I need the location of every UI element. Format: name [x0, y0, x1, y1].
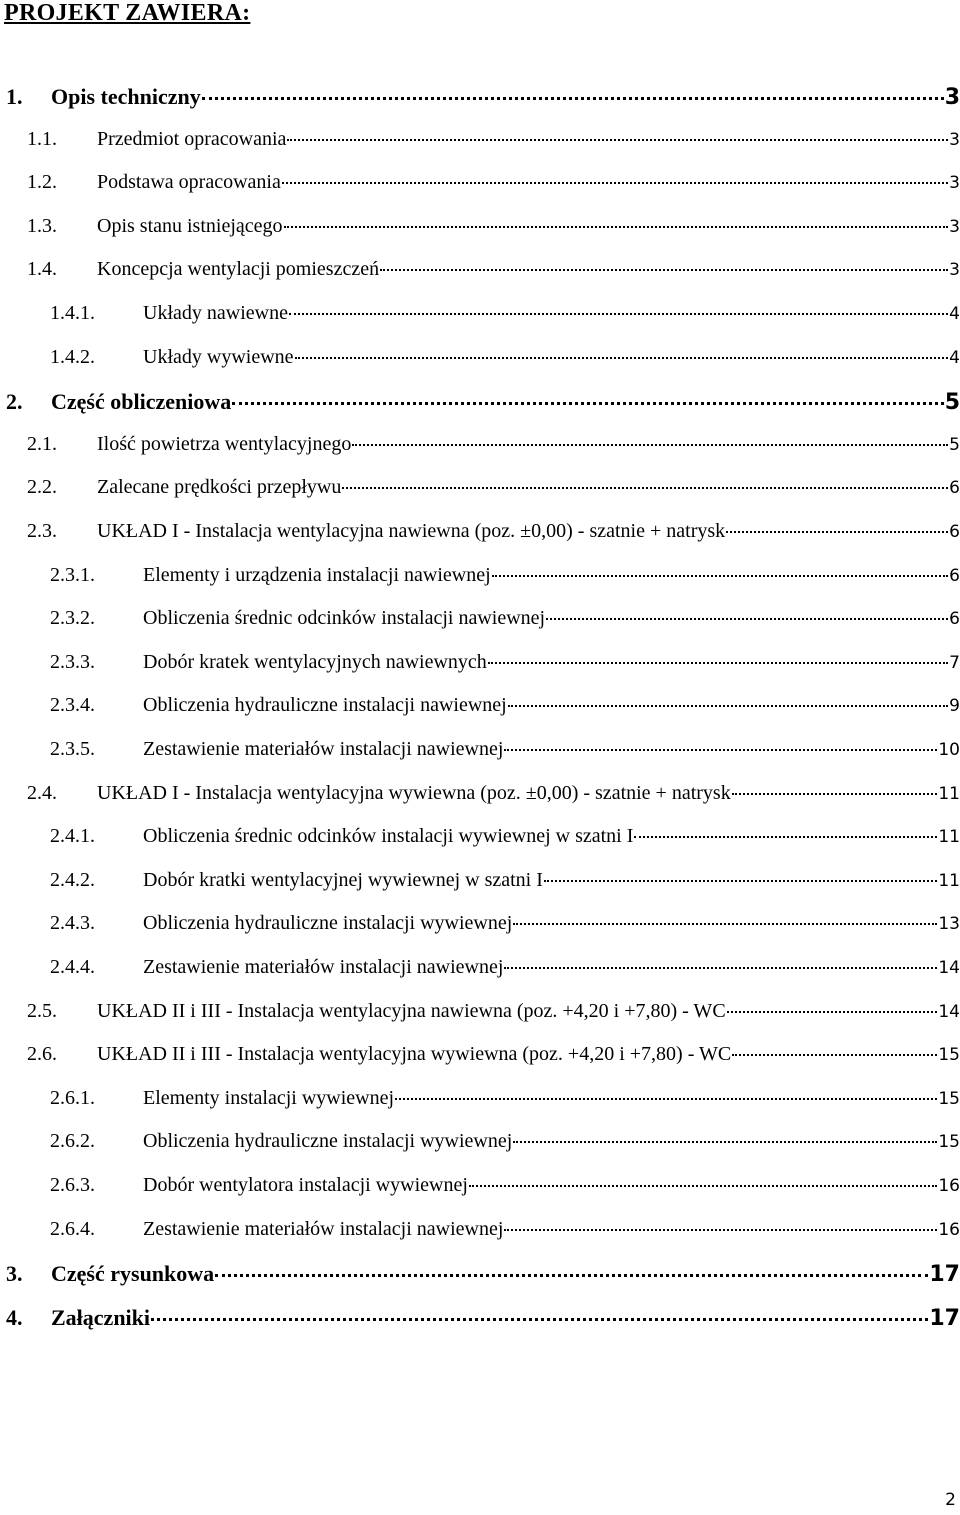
toc-dot-leader [513, 923, 937, 925]
toc-entry[interactable] [50, 1174, 960, 1204]
toc-entry-number: 4. [6, 1304, 23, 1330]
toc-entry-page: 6 [949, 609, 960, 630]
toc-entry-page: 5 [944, 390, 960, 416]
toc-entry[interactable] [27, 520, 960, 550]
toc-entry[interactable] [6, 389, 960, 419]
toc-entry-number: 1.2. [27, 171, 57, 194]
toc-entry-page: 15 [938, 1088, 960, 1109]
toc-dot-leader [488, 662, 948, 664]
toc-entry-title: Koncepcja wentylacji pomieszczeń [97, 258, 380, 281]
toc-entry-page: 14 [938, 1001, 960, 1022]
toc-entry[interactable] [50, 738, 960, 768]
toc-entry-number: 2.4. [27, 781, 57, 804]
toc-entry-title: Elementy instalacji wywiewnej [143, 1086, 395, 1109]
toc-entry[interactable] [27, 128, 960, 158]
toc-dot-leader [732, 793, 938, 795]
toc-entry-number: 2.6. [27, 1043, 57, 1066]
toc-entry[interactable] [50, 1130, 960, 1160]
toc-entry[interactable] [50, 869, 960, 899]
toc-entry-page: 13 [938, 914, 960, 935]
toc-entry[interactable] [27, 1043, 960, 1073]
toc-entry[interactable] [6, 1261, 960, 1291]
toc-entry-page: 15 [938, 1132, 960, 1153]
toc-entry-page: 11 [938, 870, 960, 891]
toc-entry-title: Zestawienie materiałów instalacji nawiewnej [143, 956, 504, 978]
toc-entry[interactable] [27, 433, 960, 463]
toc-dot-leader [504, 967, 937, 969]
toc-entry-title: Elementy i urządzenia instalacji nawiewnej [143, 563, 491, 586]
toc-dot-leader [634, 836, 937, 838]
toc-entry-title: Część rysunkowa [51, 1261, 215, 1287]
toc-entry[interactable] [50, 694, 960, 724]
toc-entry-page: 3 [944, 85, 960, 110]
toc-entry-title: Przedmiot opracowania [97, 127, 287, 150]
toc-entry[interactable] [27, 215, 960, 245]
toc-entry-number: 1.3. [27, 214, 57, 237]
toc-entry-number: 2.4.2. [50, 868, 95, 891]
toc-entry-number: 1.1. [27, 127, 57, 150]
toc-dot-leader [282, 182, 948, 184]
toc-dot-leader [544, 880, 937, 882]
toc-entry-number: 2.3. [27, 520, 57, 542]
toc-entry[interactable] [27, 258, 960, 288]
toc-entry-title: UKŁAD I - Instalacja wentylacyjna wywiewna (poz. ±0,00) - szatnie + natrysk [97, 781, 731, 804]
toc-dot-leader [342, 487, 948, 489]
toc-entry-title: Zestawienie materiałów instalacji nawiewnej [143, 738, 504, 760]
toc-entry[interactable] [27, 782, 960, 812]
toc-entry[interactable] [6, 1305, 960, 1335]
toc-entry-page: 17 [929, 1305, 960, 1331]
toc-entry-number: 2.5. [27, 999, 57, 1022]
toc-entry[interactable] [50, 651, 960, 681]
toc-entry-page: 3 [949, 216, 960, 237]
toc-entry-title: Opis techniczny [51, 84, 201, 109]
toc-entry-number: 2.6.3. [50, 1174, 95, 1196]
toc-entry-title: Opis stanu istniejącego [97, 214, 283, 237]
toc-dot-leader [732, 1054, 937, 1056]
toc-entry-number: 1.4.1. [50, 302, 95, 324]
toc-dot-leader [492, 575, 949, 577]
toc-dot-leader [232, 402, 943, 405]
toc-entry-page: 9 [949, 696, 960, 717]
toc-entry[interactable] [50, 607, 960, 637]
toc-entry-number: 2.3.3. [50, 650, 95, 673]
toc-entry-number: 2.6.4. [50, 1217, 95, 1240]
toc-entry-number: 1. [6, 84, 23, 109]
toc-dot-leader [513, 1141, 937, 1143]
toc-entry-page: 11 [938, 783, 960, 804]
toc-dot-leader [151, 1318, 928, 1321]
toc-entry-number: 2.1. [27, 432, 57, 455]
toc-entry-page: 10 [938, 740, 960, 760]
toc-entry[interactable] [50, 302, 960, 332]
toc-entry-number: 1.4.2. [50, 345, 95, 368]
toc-entry[interactable] [50, 912, 960, 942]
toc-entry-number: 2.3.4. [50, 694, 95, 717]
toc-dot-leader [380, 269, 948, 271]
toc-entry-title: UKŁAD II i III - Instalacja wentylacyjna wywiewna (poz. +4,20 i +7,80) - WC [97, 1043, 732, 1066]
toc-entry-title: Obliczenia średnic odcinków instalacji nawiewnej [143, 607, 546, 630]
toc-entry-title: Zestawienie materiałów instalacji nawiewnej [143, 1217, 504, 1240]
toc-dot-leader [289, 313, 948, 315]
toc-entry-title: Załączniki [51, 1304, 151, 1330]
toc-entry[interactable] [50, 1218, 960, 1248]
page-heading: PROJEKT ZAWIERA: [4, 0, 251, 26]
toc-entry[interactable] [50, 825, 960, 855]
toc-entry-page: 6 [949, 565, 960, 586]
toc-entry-number: 2.4.1. [50, 825, 95, 848]
toc-entry-number: 2.2. [27, 476, 57, 499]
toc-entry-number: 2.6.1. [50, 1086, 95, 1109]
toc-dot-leader [352, 444, 948, 446]
toc-entry-page: 11 [938, 827, 960, 848]
toc-entry-page: 4 [949, 347, 960, 368]
toc-entry-number: 2. [6, 389, 23, 415]
toc-entry-title: Układy wywiewne [143, 345, 294, 368]
toc-entry[interactable] [50, 564, 960, 594]
toc-entry-title: Dobór kratek wentylacyjnych nawiewnych [143, 650, 487, 673]
toc-entry-number: 2.3.1. [50, 563, 95, 586]
toc-entry[interactable] [27, 1000, 960, 1030]
toc-entry-page: 6 [949, 478, 960, 499]
toc-entry-page: 14 [938, 958, 960, 978]
toc-entry-number: 2.3.2. [50, 607, 95, 630]
toc-dot-leader [284, 226, 949, 228]
toc-entry[interactable] [50, 346, 960, 376]
toc-entry-title: UKŁAD II i III - Instalacja wentylacyjna nawiewna (poz. +4,20 i +7,80) - WC [97, 999, 726, 1022]
toc-dot-leader [508, 705, 948, 707]
toc-entry-page: 6 [949, 522, 960, 542]
toc-entry-page: 3 [949, 173, 960, 194]
toc-entry-title: Obliczenia hydrauliczne instalacji nawiewnej [143, 694, 507, 717]
toc-entry[interactable] [50, 1087, 960, 1117]
toc-entry-title: Obliczenia średnic odcinków instalacji wywiewnej w szatni I [143, 825, 634, 848]
toc-dot-leader [504, 749, 937, 751]
toc-entry-page: 16 [938, 1176, 960, 1196]
toc-dot-leader [215, 1274, 928, 1277]
toc-entry-page: 16 [938, 1219, 960, 1240]
toc-dot-leader [295, 357, 949, 359]
toc-dot-leader [546, 618, 948, 620]
toc-dot-leader [287, 139, 948, 141]
toc-entry-title: Podstawa opracowania [97, 171, 281, 194]
toc-entry-title: Obliczenia hydrauliczne instalacji wywiewnej [143, 1130, 513, 1153]
toc-entry-title: Obliczenia hydrauliczne instalacji wywiewnej [143, 912, 513, 935]
toc-entry-page: 7 [949, 652, 960, 673]
toc-entry-title: Część obliczeniowa [51, 389, 232, 415]
footer-page-number: 2 [945, 1490, 956, 1510]
toc-entry-page: 17 [929, 1262, 960, 1288]
toc-entry-title: UKŁAD I - Instalacja wentylacyjna nawiewna (poz. ±0,00) - szatnie + natrysk [97, 520, 726, 542]
toc-entry-page: 5 [949, 434, 960, 455]
toc-dot-leader [504, 1229, 937, 1231]
toc-entry[interactable] [50, 956, 960, 986]
toc-dot-leader [395, 1098, 937, 1100]
toc-entry-page: 4 [949, 304, 960, 324]
toc-dot-leader [726, 531, 948, 533]
toc-entry-title: Dobór wentylatora instalacji wywiewnej [143, 1174, 468, 1196]
toc-entry-number: 1.4. [27, 258, 57, 281]
toc-entry-number: 2.4.4. [50, 956, 95, 978]
toc-entry[interactable] [6, 84, 960, 114]
toc-dot-leader [727, 1011, 938, 1013]
toc-entry-title: Ilość powietrza wentylacyjnego [97, 432, 352, 455]
toc-entry-title: Układy nawiewne [143, 302, 288, 324]
toc-entry-number: 3. [6, 1261, 23, 1287]
toc-entry-page: 3 [949, 260, 960, 281]
toc-entry-title: Dobór kratki wentylacyjnej wywiewnej w szatni I [143, 868, 543, 891]
toc-entry[interactable] [27, 476, 960, 506]
toc-dot-leader [469, 1185, 937, 1187]
toc-dot-leader [202, 97, 944, 100]
toc-entry-number: 2.3.5. [50, 738, 95, 760]
toc-entry-number: 2.6.2. [50, 1130, 95, 1153]
toc-entry-number: 2.4.3. [50, 912, 95, 935]
toc-entry-title: Zalecane prędkości przepływu [97, 476, 342, 499]
toc-entry-page: 15 [938, 1045, 960, 1066]
toc-entry-page: 3 [949, 129, 960, 150]
toc-entry[interactable] [27, 171, 960, 201]
